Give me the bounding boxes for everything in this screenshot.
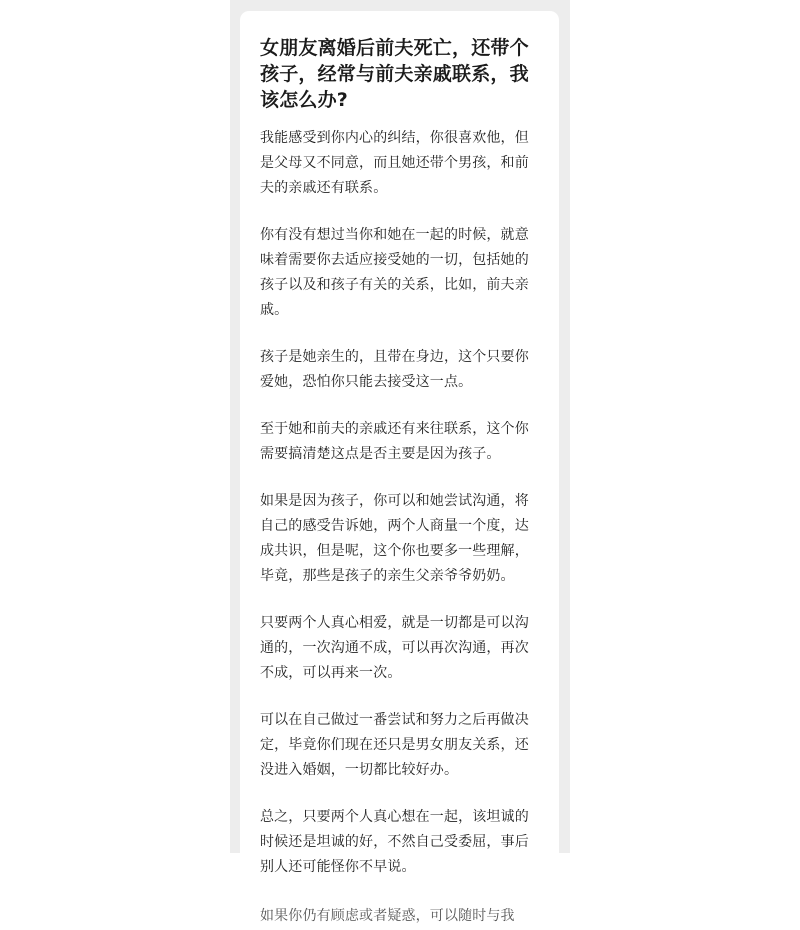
article-paragraph: 可以在自己做过一番尝试和努力之后再做决定，毕竟你们现在还只是男女朋友关系，还没进入婚姻，一切都比较好办。: [260, 712, 529, 778]
article-paragraph-truncated: 如果你仍有顾虑或者疑惑，可以随时与我: [260, 908, 515, 924]
article-paragraph: 我能感受到你内心的纠结，你很喜欢他，但是父母又不同意，而且她还带个男孩，和前夫的亲戚还有联系。: [260, 130, 529, 196]
article-paragraph: 孩子是她亲生的，且带在身边，这个只要你爱她，恐怕你只能去接受这一点。: [260, 349, 529, 390]
article-paragraph: 只要两个人真心相爱，就是一切都是可以沟通的，一次沟通不成，可以再次沟通，再次不成，可以再来一次。: [260, 615, 529, 681]
article-paragraph: 你有没有想过当你和她在一起的时候，就意味着需要你去适应接受她的一切，包括她的孩子以及和孩子有关的关系，比如，前夫亲戚。: [260, 227, 529, 318]
article-title: 女朋友离婚后前夫死亡，还带个孩子，经常与前夫亲戚联系，我该怎么办?: [260, 37, 529, 111]
article-paragraph: 至于她和前夫的亲戚还有来往联系，这个你需要搞清楚这点是否主要是因为孩子。: [260, 421, 529, 462]
article-card: [240, 11, 559, 924]
article-paragraph: 总之，只要两个人真心想在一起，该坦诚的时候还是坦诚的好，不然自己受委屈，事后别人还可能怪你不早说。: [260, 809, 529, 875]
article-paragraph: 如果是因为孩子，你可以和她尝试沟通，将自己的感受告诉她，两个人商量一个度，达成共识，但是呢，这个你也要多一些理解，毕竟，那些是孩子的亲生父亲爷爷奶奶。: [260, 493, 529, 584]
